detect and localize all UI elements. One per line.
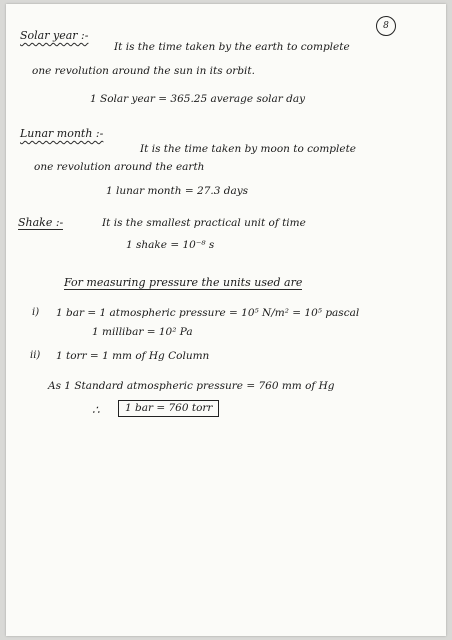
- page-number: 8: [376, 16, 396, 36]
- lunar-month-definition-line2: one revolution around the earth: [34, 161, 205, 173]
- bar-torr-result-box: 1 bar = 760 torr: [118, 400, 219, 417]
- solar-year-definition-line1: It is the time taken by the earth to complete: [114, 41, 350, 53]
- solar-year-heading: Solar year :-: [20, 29, 89, 42]
- standard-pressure-equation: As 1 Standard atmospheric pressure = 760 mm of Hg: [48, 380, 335, 392]
- lunar-month-definition-line1: It is the time taken by moon to complete: [140, 143, 357, 155]
- item-1-marker: i): [32, 307, 40, 318]
- shake-definition: It is the smallest practical unit of time: [102, 217, 306, 229]
- pressure-heading: For measuring pressure the units used are: [64, 276, 303, 289]
- shake-formula: 1 shake = 10⁻⁸ s: [126, 239, 215, 251]
- millibar-equation: 1 millibar = 10² Pa: [92, 326, 193, 338]
- bar-equation: 1 bar = 1 atmospheric pressure = 10⁵ N/m² = 10⁵ pascal: [56, 307, 360, 319]
- solar-year-formula: 1 Solar year = 365.25 average solar day: [90, 93, 306, 105]
- item-2-marker: ii): [30, 350, 41, 361]
- lunar-month-heading: Lunar month :-: [20, 127, 104, 140]
- shake-heading: Shake :-: [18, 216, 64, 229]
- therefore-symbol: ∴: [92, 403, 100, 417]
- lunar-month-formula: 1 lunar month = 27.3 days: [106, 185, 249, 197]
- torr-equation: 1 torr = 1 mm of Hg Column: [56, 350, 210, 362]
- notebook-page: [6, 4, 446, 636]
- solar-year-definition-line2: one revolution around the sun in its orbit.: [32, 65, 255, 77]
